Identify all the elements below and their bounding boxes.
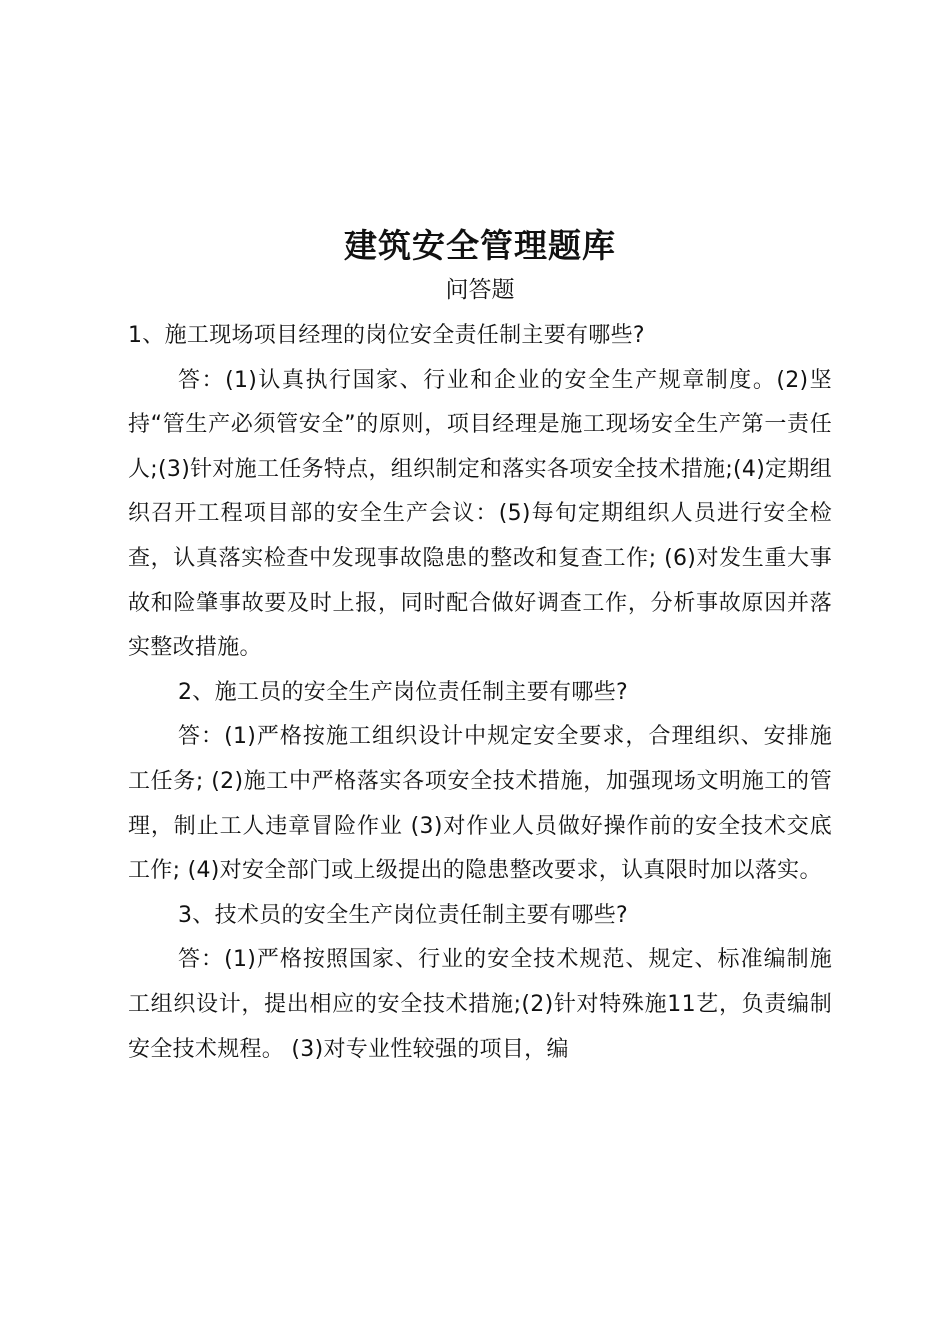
document-subtitle: 问答题: [445, 277, 515, 303]
answer-2: 答：(1)严格按施工组织设计中规定安全要求，合理组织、安排施工任务; (2)施工中严格落实各项安全技术措施，加强现场文明施工的管理，制止工人违章冒险作业 (3)对作业人员做好操作前的安全技术交底工作; (4)对安全部门或上级提出的隐患整改要求，认真限时加以落实。: [128, 724, 832, 884]
document-page: [128, 222, 832, 1072]
answer-3: 答：(1)严格按照国家、行业的安全技术规范、规定、标准编制施工组织设计，提出相应的安全技术措施;(2)针对特殊施11艺，负责编制安全技术规程。 (3)对专业性较强的项目，编: [128, 947, 832, 1062]
question-3: 3、技术员的安全生产岗位责任制主要有哪些?: [178, 902, 628, 928]
document-title: 建筑安全管理题库: [344, 226, 616, 265]
question-2: 2、施工员的安全生产岗位责任制主要有哪些?: [178, 679, 628, 705]
question-1: 1、施工现场项目经理的岗位安全责任制主要有哪些?: [128, 323, 645, 348]
answer-1: 答：(1)认真执行国家、行业和企业的安全生产规章制度。(2)坚持“管生产必须管安全”的原则，项目经理是施工现场安全生产第一责任人;(3)针对施工任务特点，组织制定和落实各项安全技术措施;(4)定期组织召开工程项目部的安全生产会议：(5)每旬定期组织人员进行安全检查，认真落实检查中发现事故隐患的整改和复查工作; (6)对发生重大事故和险肇事故要及时上报，同时配合做好调查工作，分析事故原因并落实整改措施。: [128, 367, 832, 661]
